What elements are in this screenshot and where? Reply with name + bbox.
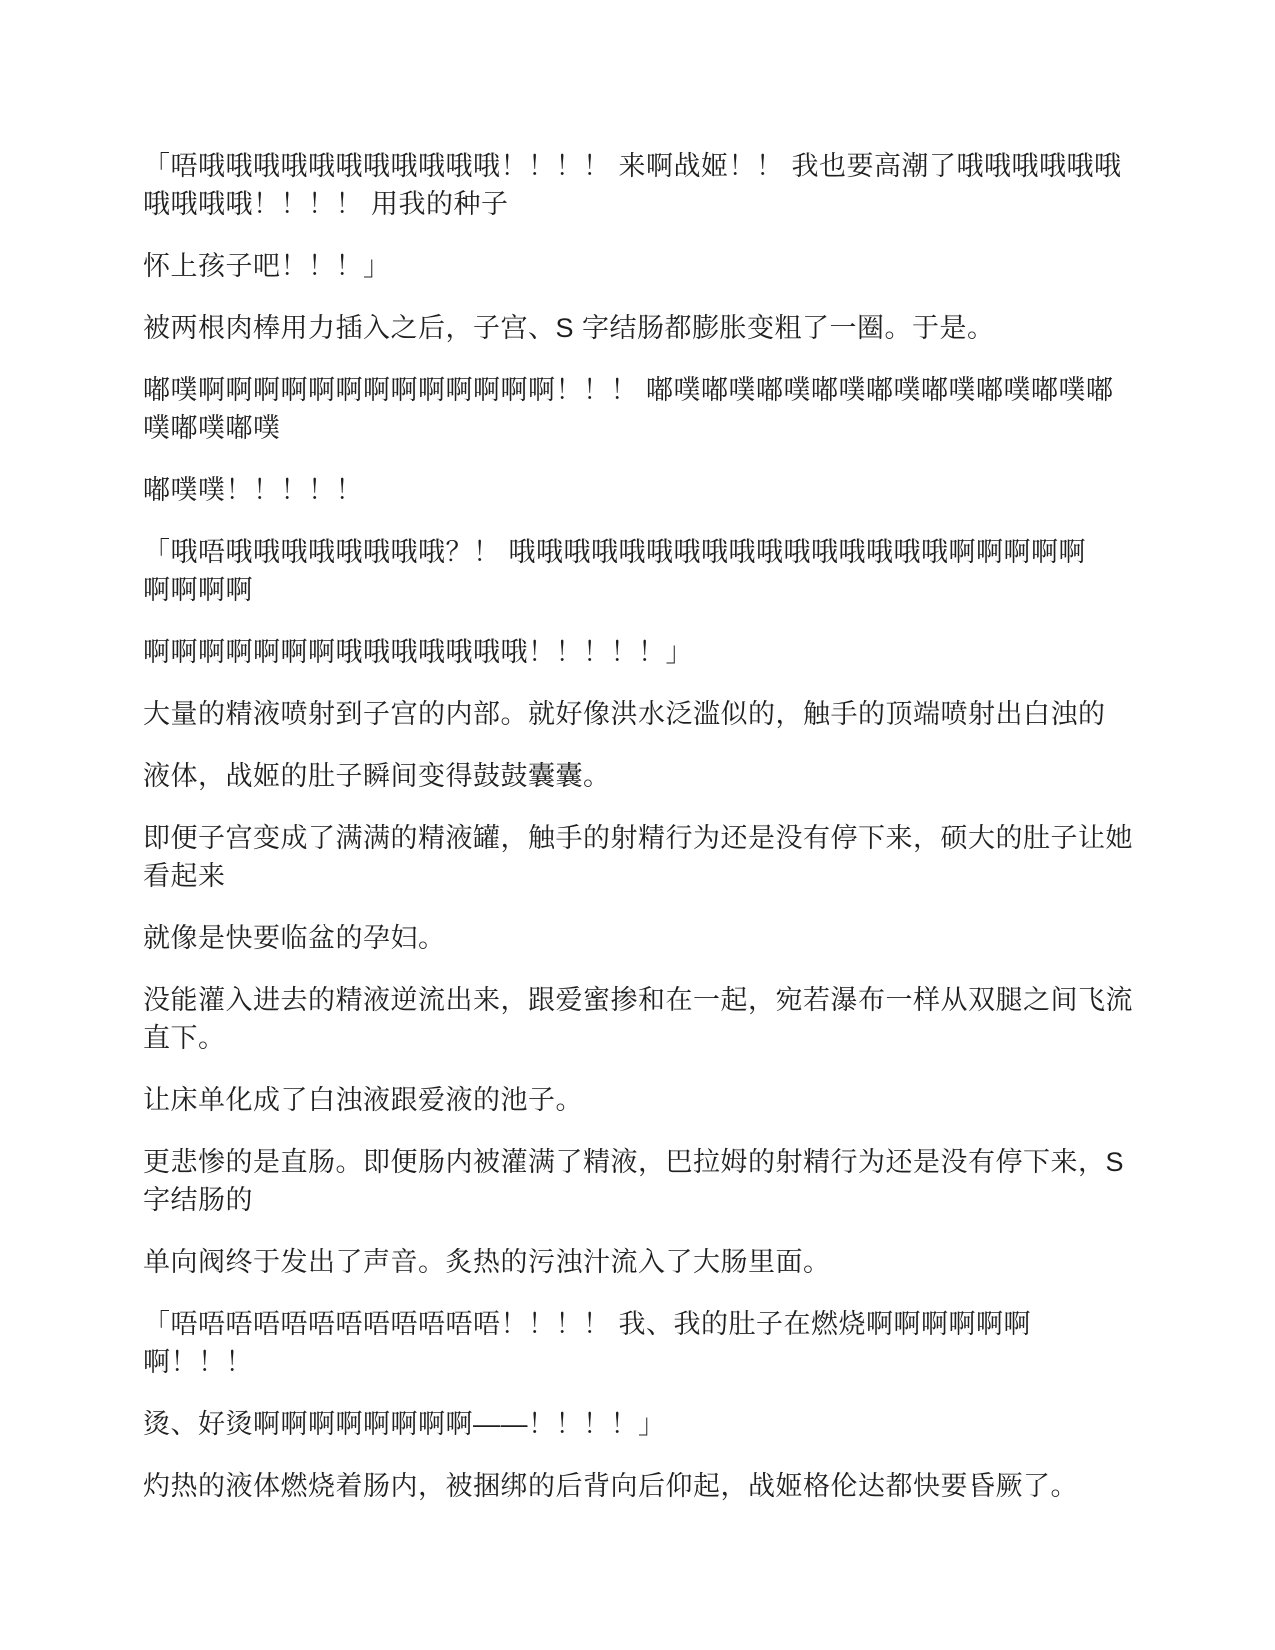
paragraph: [143, 471, 1133, 509]
text-line: 被两根肉棒用力插入之后，子宫、S 字结肠都膨胀变粗了一圈。于是。: [143, 313, 995, 343]
paragraph: [143, 309, 1133, 347]
text-line: 哦哦哦哦！！！！ 用我的种子: [143, 189, 509, 219]
text-line: 单向阀终于发出了声音。炙热的污浊汁流入了大肠里面。: [143, 1247, 831, 1277]
paragraph: [143, 1467, 1133, 1505]
paragraph: [143, 1305, 1133, 1381]
text-line: 没能灌入进去的精液逆流出来，跟爱蜜掺和在一起，宛若瀑布一样从双腿之间飞流: [143, 985, 1133, 1015]
paragraph: [143, 1243, 1133, 1281]
text-line: 「唔哦哦哦哦哦哦哦哦哦哦哦！！！！ 来啊战姬！！ 我也要高潮了哦哦哦哦哦哦: [143, 151, 1122, 181]
text-line: 液体，战姬的肚子瞬间变得鼓鼓囊囊。: [143, 761, 611, 791]
text-line: 「哦唔哦哦哦哦哦哦哦哦？！ 哦哦哦哦哦哦哦哦哦哦哦哦哦哦哦哦啊啊啊啊啊: [143, 537, 1086, 567]
text-line: 烫、好烫啊啊啊啊啊啊啊啊——！！！！」: [143, 1409, 666, 1439]
text-line: 字结肠的: [143, 1185, 253, 1215]
text-line: 看起来: [143, 861, 226, 891]
text-line: 嘟噗啊啊啊啊啊啊啊啊啊啊啊啊啊！！！ 嘟噗嘟噗嘟噗嘟噗嘟噗嘟噗嘟噗嘟噗嘟: [143, 375, 1114, 405]
paragraph: [143, 919, 1133, 957]
text-line: 啊啊啊啊: [143, 575, 253, 605]
text-line: 「唔唔唔唔唔唔唔唔唔唔唔唔！！！！ 我、我的肚子在燃烧啊啊啊啊啊啊: [143, 1309, 1031, 1339]
paragraph: [143, 247, 1133, 285]
text-line: 噗嘟噗嘟噗: [143, 413, 281, 443]
text-line: 啊！！！: [143, 1347, 253, 1377]
paragraph: [143, 757, 1133, 795]
paragraph: [143, 981, 1133, 1057]
paragraph: [143, 1405, 1133, 1443]
paragraph: [143, 1081, 1133, 1119]
text-line: 更悲惨的是直肠。即便肠内被灌满了精液，巴拉姆的射精行为还是没有停下来，S: [143, 1147, 1125, 1177]
paragraph: [143, 819, 1133, 895]
document-text-body: [143, 147, 1133, 1529]
paragraph: [143, 695, 1133, 733]
paragraph: [143, 1143, 1133, 1219]
text-line: 灼热的液体燃烧着肠内，被捆绑的后背向后仰起，战姬格伦达都快要昏厥了。: [143, 1471, 1078, 1501]
text-line: 大量的精液喷射到子宫的内部。就好像洪水泛滥似的，触手的顶端喷射出白浊的: [143, 699, 1106, 729]
text-line: 怀上孩子吧！！！」: [143, 251, 391, 281]
text-line: 即便子宫变成了满满的精液罐，触手的射精行为还是没有停下来，硕大的肚子让她: [143, 823, 1133, 853]
text-line: 直下。: [143, 1023, 226, 1053]
paragraph: [143, 147, 1133, 223]
paragraph: [143, 533, 1133, 609]
text-line: 啊啊啊啊啊啊啊哦哦哦哦哦哦哦！！！！！」: [143, 637, 693, 667]
paragraph: [143, 633, 1133, 671]
text-line: 让床单化成了白浊液跟爱液的池子。: [143, 1085, 583, 1115]
text-line: 就像是快要临盆的孕妇。: [143, 923, 446, 953]
paragraph: [143, 371, 1133, 447]
text-line: 嘟噗噗！！！！！: [143, 475, 363, 505]
